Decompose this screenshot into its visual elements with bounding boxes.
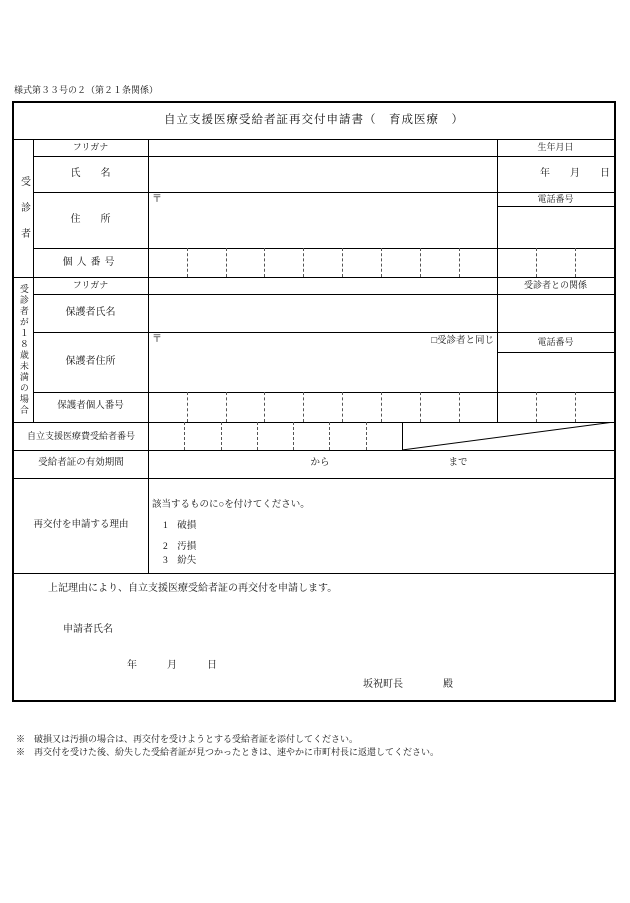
patient-phone-label: 電話番号 xyxy=(537,193,574,204)
guardian-phone-label: 電話番号 xyxy=(537,336,574,347)
reason-option-lost: 3 紛失 xyxy=(163,556,197,566)
digit-separator xyxy=(303,392,304,422)
digit-separator xyxy=(366,422,367,450)
digit-separator xyxy=(303,248,304,277)
guardian-address-label: 保護者住所 xyxy=(65,356,116,367)
validity-from-label: から xyxy=(310,458,330,469)
digit-separator xyxy=(420,392,421,422)
grid-line xyxy=(148,139,149,573)
diagonal-strike xyxy=(402,422,614,450)
patient-personal-number-label: 個人番号 xyxy=(62,256,119,268)
digit-separator xyxy=(536,248,537,277)
patient-postal-mark: 〒 xyxy=(152,194,162,205)
digit-separator xyxy=(420,248,421,277)
digit-separator xyxy=(342,248,343,277)
digit-separator xyxy=(342,392,343,422)
digit-separator xyxy=(381,248,382,277)
grid-line xyxy=(14,573,614,574)
footnote-1: ※ 破損又は汚損の場合は、再交付を受けようとする受給者証を添付してください。 xyxy=(16,734,359,744)
digit-separator xyxy=(257,422,258,450)
digit-separator xyxy=(293,422,294,450)
digit-separator xyxy=(187,392,188,422)
reason-option-stained: 2 汚損 xyxy=(163,542,197,552)
form-number: 様式第３３号の２（第２１条関係） xyxy=(14,85,159,95)
form-table xyxy=(12,101,616,702)
applicant-name-label: 申請者氏名 xyxy=(63,624,113,635)
addressee-line: 坂祝町長 殿 xyxy=(363,679,453,690)
declaration-date-label: 年 月 日 xyxy=(127,660,217,671)
patient-name-field xyxy=(148,156,497,192)
footnote-2: ※ 再交付を受けた後、紛失した受給者証が見つかったときは、速やかに市町村長に返還してください。 xyxy=(16,747,440,757)
validity-period-label: 受給者証の有効期間 xyxy=(38,458,124,469)
digit-separator xyxy=(536,392,537,422)
digit-separator xyxy=(226,392,227,422)
reason-instruction: 該当するものに○を付けてください。 xyxy=(152,500,310,510)
guardian-name-label: 保護者氏名 xyxy=(65,307,116,318)
digit-separator xyxy=(381,392,382,422)
digit-separator xyxy=(226,248,227,277)
same-as-patient-checkbox-label: □受診者と同じ xyxy=(431,336,494,347)
digit-separator xyxy=(264,248,265,277)
birthdate-label: 生年月日 xyxy=(537,142,574,153)
digit-separator xyxy=(575,392,576,422)
digit-separator xyxy=(184,422,185,450)
digit-separator xyxy=(329,422,330,450)
digit-separator xyxy=(459,392,460,422)
digit-separator xyxy=(221,422,222,450)
guardian-section-side-label: 受診者が１８歳未満の場合 xyxy=(18,283,29,416)
validity-to-label: まで xyxy=(448,458,468,469)
digit-separator xyxy=(459,248,460,277)
birthdate-field: 年 月 日 xyxy=(540,168,610,179)
digit-separator xyxy=(575,248,576,277)
grid-line xyxy=(497,206,614,207)
guardian-furigana-label: フリガナ xyxy=(72,280,109,291)
patient-furigana-label: フリガナ xyxy=(72,142,109,153)
declaration-statement: 上記理由により、自立支援医療受給者証の再交付を申請します。 xyxy=(48,583,338,594)
patient-section-side-label: 受診者 xyxy=(18,176,30,254)
guardian-personal-number-label: 保護者個人番号 xyxy=(57,401,124,412)
reason-option-damaged: 1 破損 xyxy=(163,521,197,531)
grid-line xyxy=(497,352,614,353)
patient-furigana-field xyxy=(148,139,497,156)
reason-label: 再交付を申請する理由 xyxy=(33,519,129,530)
form-title: 自立支援医療受給者証再交付申請書（ 育成医療 ） xyxy=(164,114,464,127)
patient-name-label: 氏 名 xyxy=(70,168,111,179)
guardian-postal-mark: 〒 xyxy=(152,334,162,345)
relation-label: 受診者との関係 xyxy=(523,280,587,291)
recipient-number-label: 自立支援医療費受給者番号 xyxy=(26,430,135,441)
digit-separator xyxy=(264,392,265,422)
digit-separator xyxy=(187,248,188,277)
patient-address-label: 住 所 xyxy=(70,214,111,225)
